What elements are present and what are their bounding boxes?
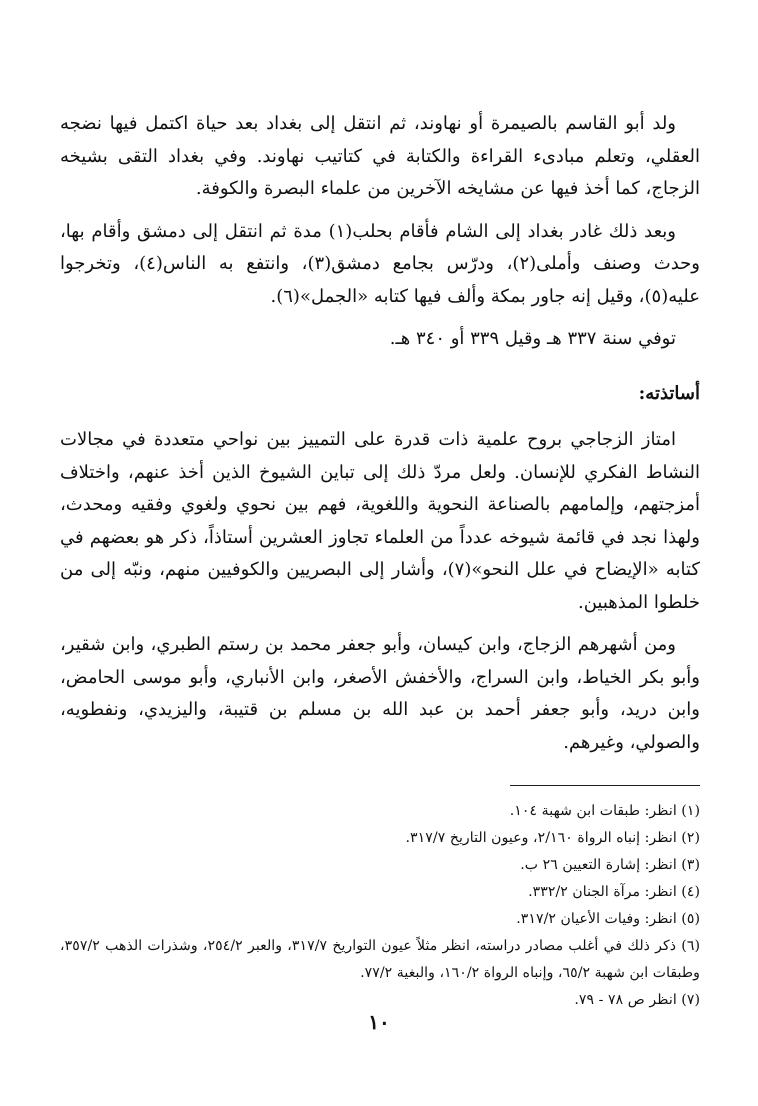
section-heading-teachers: أساتذته: [638, 382, 700, 404]
footnote-item: (٣) انظر: إشارة التعيين ٢٦ ب. [520, 857, 700, 873]
footnote-item: (٧) انظر ص ٧٨ - ٧٩. [574, 992, 700, 1008]
paragraph-teachers-list: ومن أشهرهم الزجاج، وابن كيسان، وأبو جعفر محمد بن رستم الطبري، وابن شقير، وأبو بكر الخياط، وابن السراج، والأخفش الأصغر، وابن الأنباري، وأبو موسى الحامض، وابن دريد، وأبو جعفر أحمد بن عبد الله بن مسلم بن قتيبة، واليزيدي، ونفطويه، والصولي، وغيرهم. [60, 634, 700, 753]
paragraph-teachers-intro: امتاز الزجاجي بروح علمية ذات قدرة على التمييز بين نواحي متعددة في مجالات النشاط الفكري للإنسان. ولعل مردّ ذلك إلى تباين الشيوخ الذين أخذ عنهم، واختلاف أمزجتهم، وإلمامهم بالصناعة النحوية واللغوية، فهم بين نحوي ولغوي وفقيه ومحدث، ولهذا نجد في قائمة شيوخه عدداً من العلماء تجاوز العشرين أستاذاً، ذكر هو بعضهم في كتابه «الإيضاح في علل النحو»(٧)، وأشار إلى البصريين والكوفيين منهم، ونبّه إلى من خلطوا المذهبين. [60, 429, 700, 613]
footnote-item: (٦) ذكر ذلك في أغلب مصادر دراسته، انظر مثلاً عيون التواريخ ٣١٧/٧، والعبر ٢٥٤/٢، وشذرات الذهب ٣٥٧/٢، وطبقات ابن شهبة ٦٥/٢، وإنباه الرواة ١٦٠/٢، والبغية ٧٧/٢. [60, 938, 700, 981]
paragraph-death: توفي سنة ٣٣٧ هـ وقيل ٣٣٩ أو ٣٤٠ هـ. [389, 328, 676, 349]
footnote-item: (٤) انظر: مرآة الجنان ٣٣٢/٢. [528, 884, 700, 900]
footnote-item: (٥) انظر: وفيات الأعيان ٣١٧/٢. [516, 911, 700, 927]
footnote-item: (١) انظر: طبقات ابن شهبة ١٠٤. [509, 803, 700, 819]
page-number: ١٠ [368, 1010, 390, 1034]
paragraph-birth: ولد أبو القاسم بالصيمرة أو نهاوند، ثم انتقل إلى بغداد بعد حياة اكتمل فيها نضجه العقلي، وتعلم مبادىء القراءة والكتابة في كتاتيب نهاوند. وفي بغداد التقى بشيخه الزجاج، كما أخذ فيها عن مشايخه الآخرين من علماء البصرة والكوفة. [60, 113, 700, 199]
footnotes [60, 785, 700, 1014]
footnote-item: (٢) انظر: إنباه الرواة ٢/١٦٠، وعيون التاريخ ٣١٧/٧. [405, 830, 700, 846]
paragraph-travels: وبعد ذلك غادر بغداد إلى الشام فأقام بحلب(١) مدة ثم انتقل إلى دمشق وأقام بها، وحدث وصنف وأملى(٢)، ودرّس بجامع دمشق(٣)، وانتفع به الناس(٤)، وتخرجوا عليه(٥)، وقيل إنه جاور بمكة وألف فيها كتابه «الجمل»(٦). [60, 220, 700, 307]
footnote-divider [510, 785, 700, 786]
main-text [60, 108, 700, 759]
